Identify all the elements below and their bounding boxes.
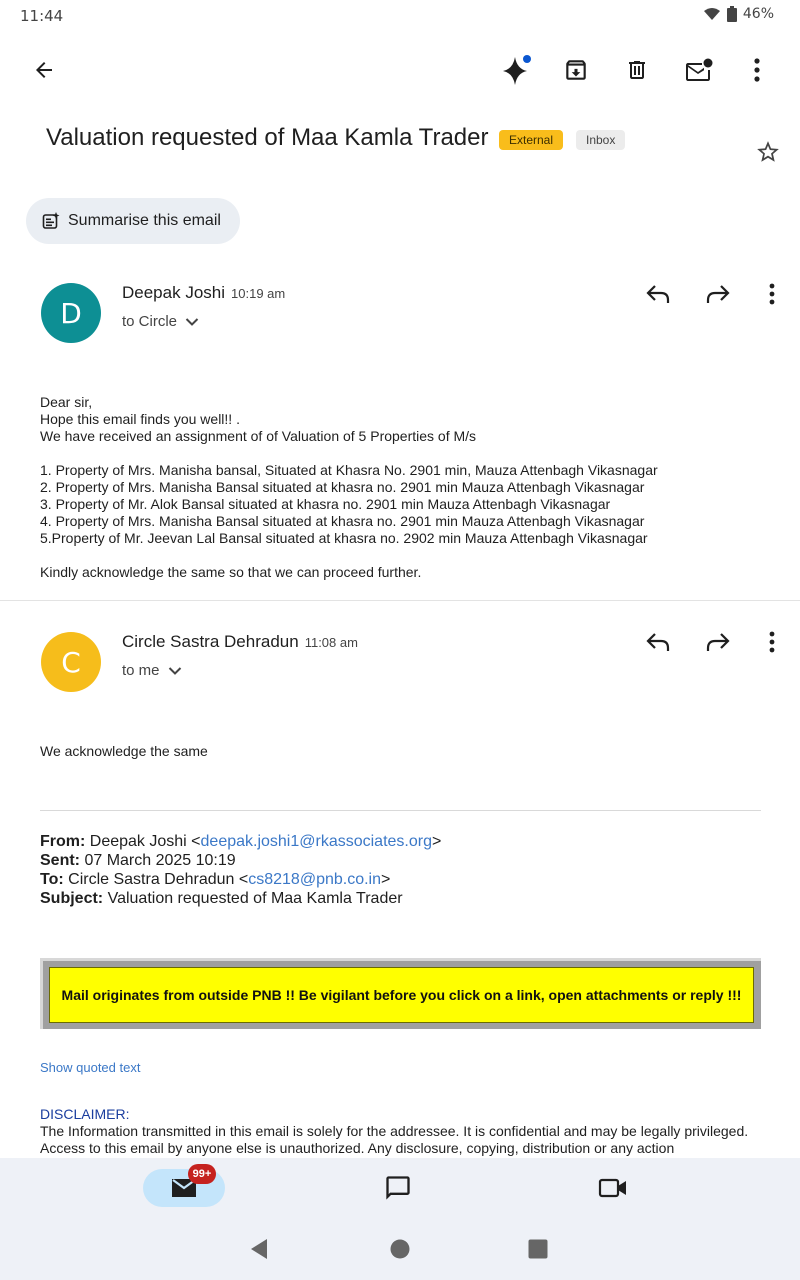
recipients-label: to Circle: [122, 313, 178, 330]
delete-button[interactable]: [617, 50, 657, 90]
sent-label: Sent:: [40, 852, 80, 869]
thread-subject: Valuation requested of Maa Kamla Trader: [46, 124, 489, 151]
star-outline-icon: [755, 139, 781, 165]
message-divider: [0, 600, 800, 601]
forward-button[interactable]: [698, 622, 738, 662]
quoted-to-line: [40, 870, 441, 889]
quoted-subject-line: [40, 889, 441, 908]
disclaimer-title: DISCLAIMER:: [40, 1106, 130, 1122]
chat-icon: [384, 1174, 412, 1202]
sender-name[interactable]: Deepak Joshi: [122, 283, 226, 302]
message-header: [122, 632, 358, 652]
quoted-sent-line: [40, 851, 441, 870]
more-vert-icon: [769, 283, 775, 305]
chevron-down-icon: [168, 666, 182, 676]
triangle-back-icon: [249, 1238, 269, 1260]
quoted-header: [40, 832, 441, 908]
external-warning-banner: [40, 958, 761, 1029]
avatar-letter: C: [61, 645, 81, 679]
to-close: >: [381, 871, 391, 888]
avatar-letter: D: [60, 296, 82, 330]
nav-meet-tab[interactable]: [591, 1168, 635, 1208]
battery-icon: [727, 6, 737, 22]
video-camera-icon: [598, 1176, 628, 1200]
reply-icon: [645, 631, 671, 653]
system-home-button[interactable]: [385, 1234, 415, 1264]
unread-count-badge: 99+: [188, 1164, 216, 1184]
archive-button[interactable]: [556, 50, 596, 90]
label-chip-inbox[interactable]: Inbox: [576, 130, 625, 150]
circle-home-icon: [390, 1239, 410, 1259]
mark-unread-button[interactable]: [678, 50, 718, 90]
gemini-button[interactable]: [496, 50, 536, 90]
system-back-button[interactable]: [244, 1234, 274, 1264]
recipients-toggle[interactable]: [122, 313, 199, 330]
gemini-sparkle-icon: [499, 53, 533, 87]
to-label: To:: [40, 871, 64, 888]
summarise-icon: [42, 212, 60, 230]
forward-button[interactable]: [698, 274, 738, 314]
delete-icon: [625, 57, 649, 83]
message-body: Dear sir, Hope this email finds you well!! . We have received an assignment of of Valuation of 5 Properties of M/s 1. Property of Mrs. Manisha bansal, Situated at Khasra No. 2901 min, Mauza Attenbagh Vikasnagar 2. Property of Mrs. Manisha Bansal situated at khasra no. 2901 min Mauza Attenbagh Vikasnagar 3. Property of Mr. Alok Bansal situated at khasra no. 2901 min Mauza Attenbagh Vikasnagar 4. Property of Mrs. Manisha Bansal situated at khasra no. 2901 min Mauza Attenbagh Vikasnagar 5.Property of Mr. Jeevan Lal Bansal situated at khasra no. 2902 min Mauza Attenbagh Vikasnagar Kindly acknowledge the same so that we can proceed further.: [40, 394, 658, 580]
reply-icon: [645, 283, 671, 305]
system-recents-button[interactable]: [523, 1234, 553, 1264]
to-name: Circle Sastra Dehradun <: [68, 871, 249, 888]
status-time: 11:44: [20, 7, 64, 25]
forward-icon: [705, 631, 731, 653]
recipients-toggle[interactable]: [122, 662, 182, 679]
recipients-label: to me: [122, 662, 160, 679]
summarise-label: Summarise this email: [68, 212, 221, 229]
quote-separator: [40, 810, 761, 811]
more-options-button[interactable]: [737, 50, 777, 90]
show-quoted-text-link[interactable]: Show quoted text: [40, 1060, 141, 1075]
battery-percent: 46%: [742, 6, 774, 22]
sender-avatar[interactable]: [41, 632, 101, 692]
forward-icon: [705, 283, 731, 305]
from-label: From:: [40, 833, 86, 850]
sender-name[interactable]: Circle Sastra Dehradun: [122, 632, 299, 651]
mark-unread-icon: [683, 57, 713, 83]
to-email-link[interactable]: cs8218@pnb.co.in: [248, 871, 382, 888]
chevron-down-icon: [185, 317, 199, 327]
reply-button[interactable]: [638, 622, 678, 662]
back-button[interactable]: [24, 50, 64, 90]
subject-label: Subject:: [40, 890, 104, 907]
nav-chat-tab[interactable]: [376, 1168, 420, 1208]
reply-button[interactable]: [638, 274, 678, 314]
subject-value: Valuation requested of Maa Kamla Trader: [107, 890, 403, 907]
wifi-icon: [703, 7, 721, 21]
summarise-email-button[interactable]: [26, 198, 240, 244]
star-button[interactable]: [748, 132, 788, 172]
back-arrow-icon: [32, 58, 56, 82]
sent-time: 11:08 am: [304, 635, 358, 650]
message-more-button[interactable]: [752, 622, 792, 662]
more-vert-icon: [754, 58, 760, 82]
warning-text: Mail originates from outside PNB !! Be vigilant before you click on a link, open attachments or reply !!!: [49, 967, 754, 1023]
more-vert-icon: [769, 631, 775, 653]
archive-icon: [563, 57, 589, 83]
sent-value: 07 March 2025 10:19: [84, 852, 236, 869]
message-header: [122, 283, 285, 303]
status-bar: [0, 0, 800, 32]
from-close: >: [432, 833, 442, 850]
from-email-link[interactable]: deepak.joshi1@rkassociates.org: [200, 833, 432, 850]
disclaimer-text: The Information transmitted in this email is solely for the addressee. It is confidential and may be legally privileged. Access to this email by anyone else is unauthorized. Any disclosure, copying, distribution or any action: [40, 1123, 749, 1156]
from-name: Deepak Joshi <: [89, 833, 201, 850]
status-right-group: [703, 6, 774, 22]
square-recents-icon: [528, 1239, 548, 1259]
message-more-button[interactable]: [752, 274, 792, 314]
label-chip-external: External: [499, 130, 563, 150]
sender-avatar[interactable]: [41, 283, 101, 343]
quoted-from-line: [40, 832, 441, 851]
sent-time: 10:19 am: [231, 286, 286, 301]
message-body: We acknowledge the same: [40, 743, 208, 759]
